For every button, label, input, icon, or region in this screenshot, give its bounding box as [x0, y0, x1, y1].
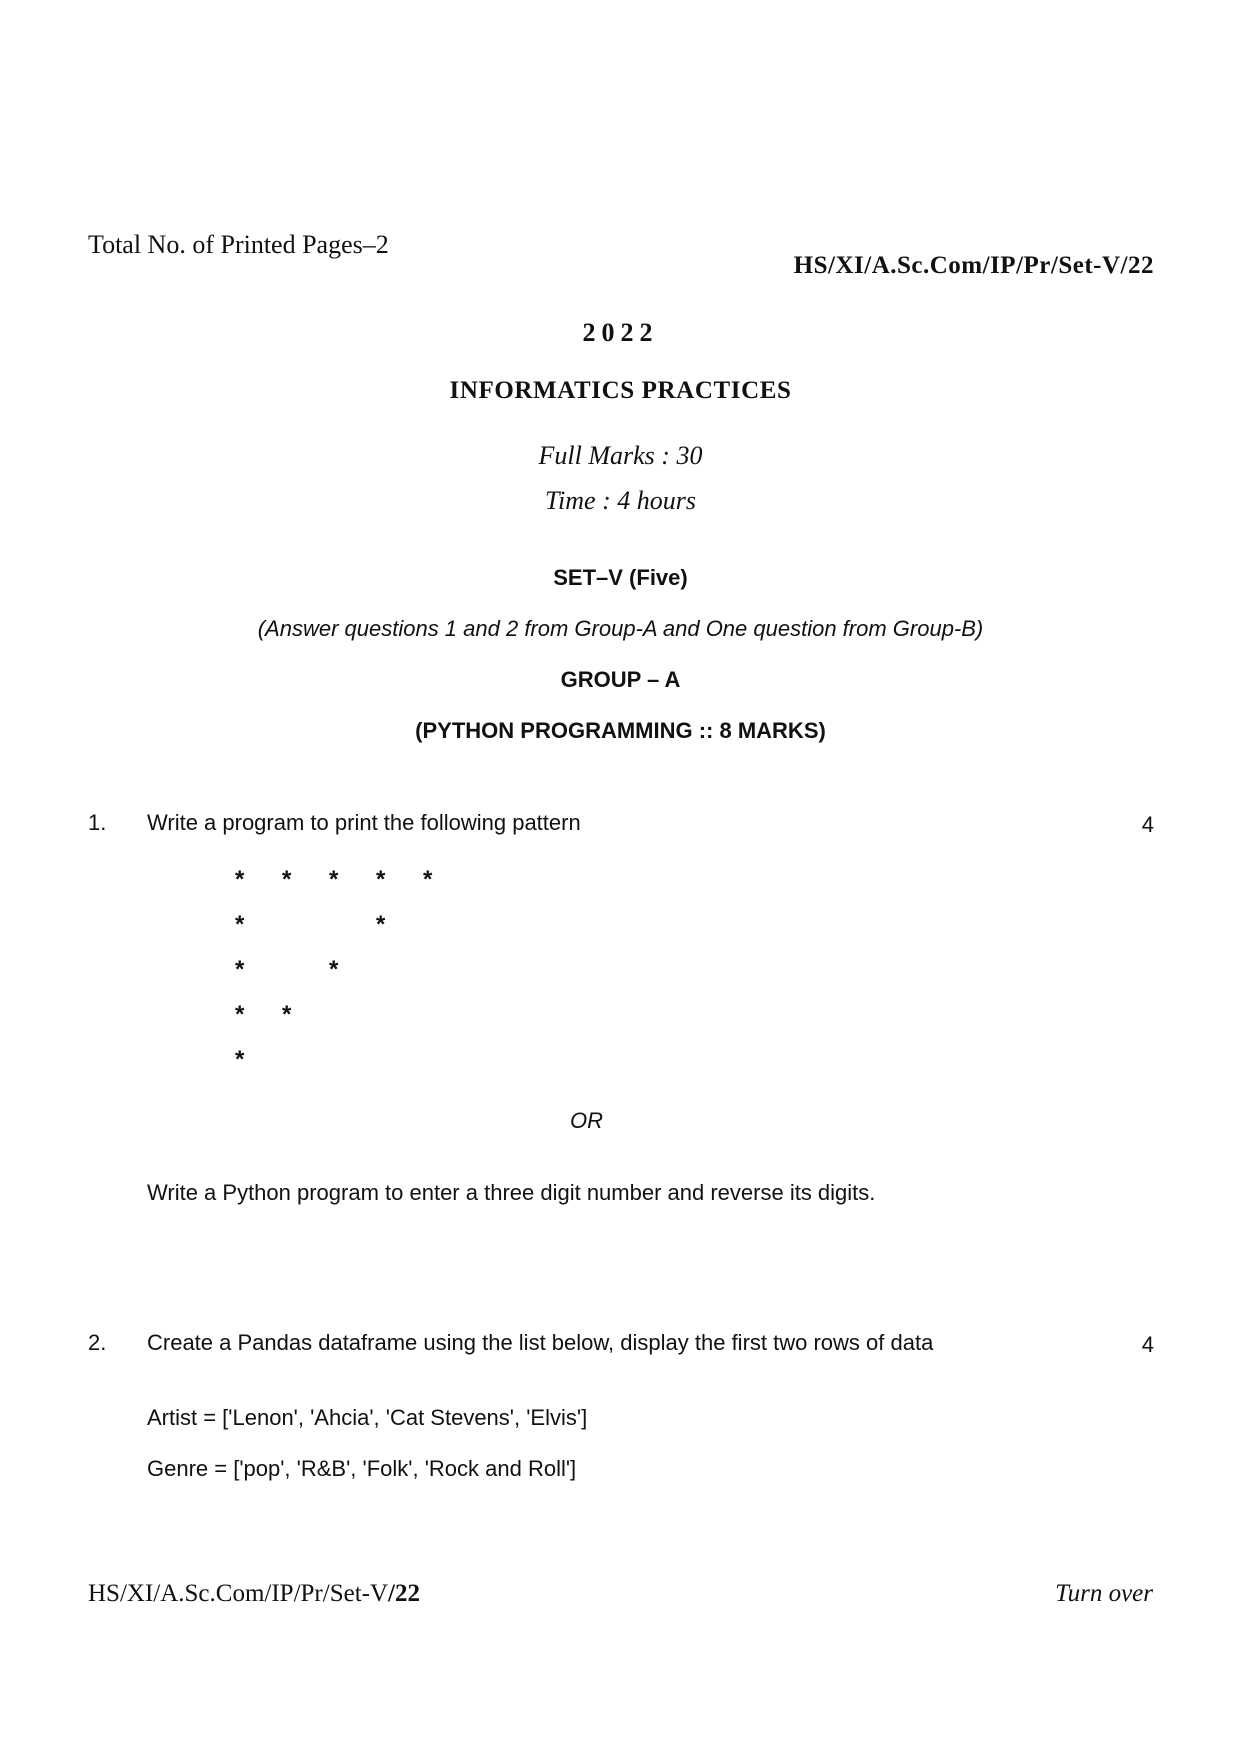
full-marks: Full Marks : 30	[538, 441, 703, 470]
question-marks: 4	[1141, 812, 1154, 837]
pattern-star: *	[235, 866, 245, 893]
group-heading: GROUP – A	[560, 667, 681, 692]
footer-code-prefix: HS/XI/A.Sc.Com/IP/Pr/Set-V	[88, 1580, 389, 1607]
group-subheading: (PYTHON PROGRAMMING :: 8 MARKS)	[415, 718, 826, 743]
genre-list: Genre = ['pop', 'R&B', 'Folk', 'Rock and Roll']	[147, 1456, 577, 1481]
or-label: OR	[570, 1108, 603, 1133]
question-text: Create a Pandas dataframe using the list below, display the first two rows of data	[147, 1330, 934, 1355]
pattern-star: *	[329, 956, 339, 983]
exam-year: 2022	[582, 318, 659, 347]
pattern-star: *	[235, 911, 245, 938]
pattern-star: *	[329, 866, 339, 893]
question-number: 2.	[88, 1330, 107, 1355]
pattern-star: *	[423, 866, 433, 893]
time-allowed: Time : 4 hours	[545, 486, 696, 515]
paper-code: HS/XI/A.Sc.Com/IP/Pr/Set-V/22	[793, 252, 1154, 279]
turn-over-note: Turn over	[1055, 1580, 1153, 1607]
alternative-question-text: Write a Python program to enter a three digit number and reverse its digits.	[147, 1180, 876, 1205]
set-label: SET–V (Five)	[553, 565, 688, 590]
footer-paper-code	[88, 1580, 420, 1608]
question-text: Write a program to print the following pattern	[147, 810, 581, 835]
pattern-star: *	[235, 1001, 245, 1028]
pattern-star: *	[376, 911, 386, 938]
printed-pages-note: Total No. of Printed Pages–2	[88, 230, 389, 259]
question-number: 1.	[88, 810, 107, 835]
pattern-star: *	[376, 866, 386, 893]
footer-code-suffix: /22	[388, 1580, 420, 1607]
instruction-text: (Answer questions 1 and 2 from Group-A and One question from Group-B)	[257, 616, 984, 641]
pattern-star: *	[282, 866, 292, 893]
pattern-star: *	[235, 956, 245, 983]
question-marks: 4	[1141, 1332, 1154, 1357]
pattern-star: *	[282, 1001, 292, 1028]
subject-title: INFORMATICS PRACTICES	[449, 377, 792, 404]
artist-list: Artist = ['Lenon', 'Ahcia', 'Cat Stevens', 'Elvis']	[147, 1405, 588, 1430]
pattern-star: *	[235, 1046, 245, 1073]
